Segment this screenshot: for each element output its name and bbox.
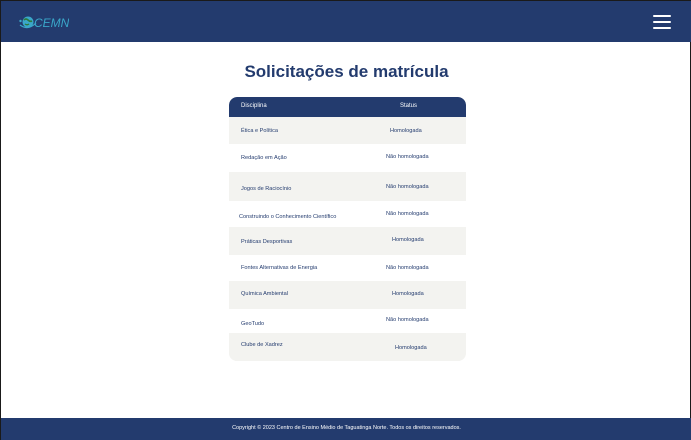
disciplina-cell: Jogos de Raciocínio [241,186,292,192]
table-row [229,201,466,227]
disciplina-cell: Ética e Política [241,128,278,134]
status-cell: Homologada [395,345,427,351]
disciplina-cell: Construindo o Conhecimento Científico [239,214,337,220]
status-cell: Não homologada [386,184,429,190]
column-header-disciplina: Disciplina [241,103,267,109]
footer [1,418,691,440]
status-cell: Não homologada [386,265,429,271]
disciplina-cell: Química Ambiental [241,291,288,297]
disciplina-cell: Práticas Desportivas [241,239,293,245]
disciplina-cell: Redação em Ação [241,155,287,161]
table-row [229,309,466,333]
status-cell: Homologada [392,291,424,297]
top-navbar [1,0,691,42]
disciplina-cell: GeoTudo [241,321,265,327]
logo-globe-icon [19,11,69,33]
table-row [229,172,466,201]
table-row [229,117,466,144]
table-row [229,227,466,255]
logo-text: CEMN [34,16,69,30]
menu-bar [653,21,671,23]
table-row [229,333,466,361]
status-cell: Homologada [390,128,422,134]
table-header [229,97,466,117]
disciplina-cell: Clube de Xadrez [241,342,283,348]
menu-bar [653,27,671,29]
enrollment-requests-table [229,97,466,361]
disciplina-cell: Fontes Alternativas de Energia [241,265,318,271]
table-row [229,255,466,281]
column-header-status: Status [400,103,418,109]
menu-bar [653,15,671,17]
hamburger-menu-icon[interactable] [653,15,671,29]
cemn-logo[interactable] [19,11,69,33]
status-cell: Homologada [392,237,424,243]
copyright-text: Copyright © 2023 Centro de Ensino Médio de Taguatinga Norte. Todos os direitos reservados. [232,425,461,431]
status-cell: Não homologada [386,154,429,160]
status-cell: Não homologada [386,211,429,217]
status-cell: Não homologada [386,317,429,323]
table-row [229,144,466,172]
page-title: Solicitações de matrícula [244,62,449,81]
table-row [229,281,466,309]
